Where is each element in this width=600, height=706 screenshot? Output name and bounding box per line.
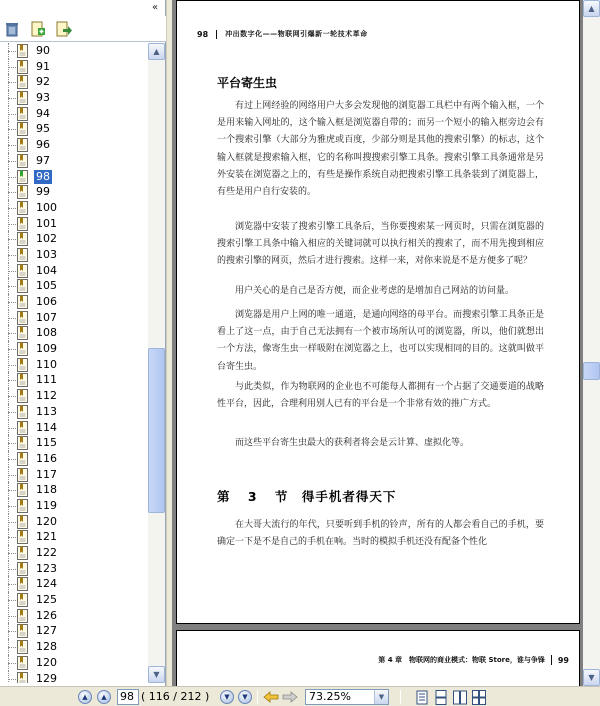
- page-bookmark-icon: [17, 546, 29, 560]
- tree-connector: [8, 569, 16, 570]
- page-tree-label: 124: [36, 577, 57, 591]
- toolbar-separator: [400, 690, 401, 704]
- zoom-select[interactable]: [305, 689, 389, 705]
- tree-connector: [8, 671, 9, 684]
- page-99: [176, 630, 580, 686]
- page-bookmark-icon: [17, 609, 29, 623]
- document-view: [172, 0, 583, 686]
- page-tree-label: 101: [36, 216, 57, 230]
- page-bookmark-icon: [17, 232, 29, 246]
- tree-connector: [8, 192, 16, 193]
- page-bookmark-icon: [17, 138, 29, 152]
- page-bookmark-icon: [17, 60, 29, 74]
- page-98: [176, 0, 580, 624]
- page-bookmark-icon: [17, 201, 29, 215]
- page-bookmark-icon: [17, 295, 29, 309]
- page-tree-item[interactable]: [0, 514, 148, 530]
- page-tree-item[interactable]: [0, 310, 148, 326]
- page-tree-item[interactable]: [0, 639, 148, 655]
- page-bookmark-icon: [17, 358, 29, 372]
- page-tree-label: 114: [36, 420, 57, 434]
- page-tree-label: 128: [36, 640, 57, 654]
- tree-connector: [8, 553, 16, 554]
- page-tree-label: 96: [36, 138, 50, 152]
- page-tree-item[interactable]: [0, 90, 148, 106]
- tree-connector: [8, 349, 16, 350]
- page-tree-label: 113: [36, 404, 57, 418]
- page-tree-item[interactable]: [0, 451, 148, 467]
- next-page-button[interactable]: ▼: [220, 690, 234, 704]
- page-tree: [0, 43, 148, 683]
- delete-icon[interactable]: [4, 21, 20, 37]
- page-bookmark-icon: [17, 122, 29, 136]
- page-tree-label: 105: [36, 279, 57, 293]
- page-bookmark-icon: [17, 562, 29, 576]
- page-tree-item[interactable]: [0, 420, 148, 436]
- tree-connector: [8, 428, 16, 429]
- page-bookmark-icon: [17, 389, 29, 403]
- page-tree-item[interactable]: [0, 341, 148, 357]
- page-tree-label: 120: [36, 655, 57, 669]
- page-tree-label: 112: [36, 389, 57, 403]
- page-bookmark-icon: [17, 170, 29, 184]
- tree-connector: [8, 224, 16, 225]
- page-tree-item[interactable]: [0, 357, 148, 373]
- tree-connector: [8, 129, 16, 130]
- forward-arrow-icon[interactable]: [281, 689, 299, 705]
- page-tree-label: 117: [36, 467, 57, 481]
- tree-connector: [8, 584, 16, 585]
- page-tree-item[interactable]: [0, 43, 148, 59]
- page-tree-item[interactable]: [0, 671, 148, 684]
- page-tree-item[interactable]: [0, 655, 148, 671]
- tree-connector: [8, 600, 16, 601]
- tree-connector: [8, 318, 16, 319]
- page-tree-item[interactable]: [0, 200, 148, 216]
- page-tree-item[interactable]: [0, 482, 148, 498]
- tree-connector: [8, 333, 16, 334]
- tree-connector: [8, 255, 16, 256]
- single-page-view-icon[interactable]: [414, 689, 430, 705]
- page-bookmark-icon: [17, 483, 29, 497]
- page-tree-label: 123: [36, 561, 57, 575]
- left-scrollbar[interactable]: [148, 43, 165, 683]
- page-bookmark-icon: [17, 656, 29, 670]
- page-bookmark-icon: [17, 436, 29, 450]
- page-tree-label: 97: [36, 153, 50, 167]
- page-bookmark-icon: [17, 452, 29, 466]
- page-tree-label: 116: [36, 451, 57, 465]
- page-tree-label: 90: [36, 44, 50, 57]
- page-tree-label: 106: [36, 295, 57, 308]
- tree-connector: [8, 51, 16, 52]
- tree-connector: [8, 365, 16, 366]
- tree-connector: [8, 631, 16, 632]
- collapse-pane-button[interactable]: «: [151, 2, 159, 13]
- page-bookmark-icon: [17, 248, 29, 262]
- page-tree-item[interactable]: [0, 623, 148, 639]
- navigation-bar: [0, 686, 600, 706]
- header-divider: [551, 655, 552, 665]
- scroll-thumb[interactable]: [148, 348, 165, 513]
- page-bookmark-icon: [17, 515, 29, 529]
- page-tree-item[interactable]: [0, 372, 148, 388]
- tree-connector: [8, 663, 16, 664]
- tree-connector: [8, 208, 16, 209]
- page-tree-label: 91: [36, 59, 50, 73]
- add-bookmark-icon[interactable]: [30, 21, 46, 37]
- page-tree-label: 122: [36, 546, 57, 559]
- page-tree-item[interactable]: [0, 294, 148, 310]
- page-tree-item[interactable]: [0, 169, 148, 185]
- page-tree-item[interactable]: [0, 608, 148, 624]
- tree-connector: [8, 239, 16, 240]
- page-tree-item[interactable]: [0, 59, 148, 75]
- paragraph: 有过上网经验的网络用户大多会发现他的浏览器工具栏中有两个输入框，一个是用来输入网址的，这个输入框是浏览器自带的；而另一个短小的输入框旁边会有一个搜索引擎（大部分为雅虎或百度，少部分则是其他的搜索引擎）的标志，这个输入框就是搜索输入框，它的名称叫搜搜索引擎工具条。搜索引擎工具条通常是另外安装在浏览器之上的，有些是操作系统自动把搜索引擎工具条装到了浏览器上，有些是用户自行安装的。: [217, 101, 544, 198]
- page-tree-label: 121: [36, 530, 57, 544]
- paragraph: 而这些平台寄生虫最大的获利者将会是云计算、虚拟化等。: [235, 438, 470, 448]
- page-count-label: ( 116 / 212 ): [141, 690, 210, 703]
- tree-connector: [8, 177, 16, 178]
- tree-connector: [8, 475, 16, 476]
- page-tree-label: 108: [36, 326, 57, 340]
- page-tree-item[interactable]: [0, 529, 148, 545]
- header-page-number: 99: [557, 655, 569, 665]
- scroll-down-button[interactable]: ▼: [583, 669, 600, 686]
- last-page-button[interactable]: ▼: [238, 690, 252, 704]
- page-tree-label: 109: [36, 342, 57, 356]
- page-tree-label: 118: [36, 483, 57, 497]
- pane-toolbar: [0, 16, 166, 42]
- back-arrow-icon[interactable]: [262, 689, 280, 705]
- page-tree-label: 115: [36, 436, 57, 450]
- page-tree-item[interactable]: [0, 137, 148, 153]
- header-title: 冲出数字化——物联网引爆新一轮技术革命: [225, 30, 368, 38]
- continuous-view-icon[interactable]: [433, 689, 449, 705]
- toolbar-separator: [257, 690, 258, 704]
- document-scrollbar[interactable]: [583, 0, 600, 686]
- page-bookmark-icon: [17, 672, 29, 684]
- page-bookmark-icon: [17, 499, 29, 513]
- tree-connector: [8, 506, 16, 507]
- first-page-button[interactable]: ▲: [78, 690, 92, 704]
- tree-connector: [8, 302, 16, 303]
- page-header: [197, 29, 561, 39]
- page-tree-item[interactable]: [0, 121, 148, 137]
- page-tree-item[interactable]: [0, 325, 148, 341]
- page-tree-item[interactable]: [0, 106, 148, 122]
- page-tree-item[interactable]: [0, 404, 148, 420]
- tree-connector: [8, 616, 16, 617]
- tree-connector: [8, 490, 16, 491]
- page-bookmark-icon: [17, 577, 29, 591]
- page-bookmark-icon: [17, 91, 29, 105]
- page-tree-item[interactable]: [0, 435, 148, 451]
- page-bookmark-icon: [17, 405, 29, 419]
- page-tree-label: 94: [36, 106, 50, 120]
- tree-connector: [8, 647, 16, 648]
- page-bookmark-icon: [17, 640, 29, 654]
- header-divider: [216, 30, 217, 39]
- page-tree-label: 95: [36, 122, 50, 136]
- tree-connector: [8, 396, 16, 397]
- page-header: [378, 655, 569, 665]
- page-bookmark-icon: [17, 624, 29, 638]
- thumbnail-pane: [0, 0, 166, 686]
- page-tree-item[interactable]: [0, 153, 148, 169]
- page-tree-label: 100: [36, 200, 57, 214]
- chapter-heading: 第 3 节 得手机者得天下: [217, 489, 397, 504]
- page-tree-label: 107: [36, 310, 57, 324]
- paragraph: 浏览器是用户上网的唯一通道，是通向网络的母平台。而搜索引擎工具条正是看上了这一点，由于自己无法拥有一个被市场所认可的浏览器，所以，他们就想出一个方法，像寄生虫一样吸附在浏览器之上，也可以实现相同的目的。这就叫做平台寄生虫。: [217, 310, 544, 372]
- page-bookmark-icon: [17, 326, 29, 340]
- section-title: 平台寄生虫: [217, 76, 278, 90]
- page-number-input[interactable]: 98: [117, 689, 139, 705]
- paragraph: 与此类似，作为物联网的企业也不可能每人都拥有一个占据了交通要道的战略性平台，因此，合理利用别人已有的平台是一个非常有效的推广方式。: [217, 382, 544, 410]
- page-tree-label: 93: [36, 91, 50, 105]
- facing-view-icon[interactable]: [452, 689, 468, 705]
- page-bookmark-icon: [17, 264, 29, 278]
- page-tree-item[interactable]: [0, 388, 148, 404]
- page-tree-item[interactable]: [0, 278, 148, 294]
- header-page-number: 98: [197, 29, 209, 39]
- tree-connector: [8, 537, 16, 538]
- tree-connector: [8, 67, 16, 68]
- header-title: 第 4 章 物联网的商业模式：物联 Store，谁与争锋: [378, 656, 545, 664]
- page-tree-label: 129: [36, 671, 57, 683]
- page-bookmark-icon: [17, 373, 29, 387]
- tree-connector: [8, 271, 16, 272]
- tree-connector: [8, 114, 16, 115]
- page-tree-label: 110: [36, 357, 57, 371]
- page-tree-item[interactable]: [0, 545, 148, 561]
- tree-connector: [8, 412, 16, 413]
- scroll-up-button[interactable]: ▲: [148, 43, 165, 60]
- page-tree-label: 125: [36, 593, 57, 607]
- page-bookmark-icon: [17, 342, 29, 356]
- page-bookmark-icon: [17, 530, 29, 544]
- page-tree-item[interactable]: [0, 592, 148, 608]
- page-tree-item[interactable]: [0, 498, 148, 514]
- page-bookmark-icon: [17, 279, 29, 293]
- tree-connector: [8, 679, 16, 680]
- scroll-thumb[interactable]: [583, 362, 600, 380]
- page-bookmark-icon: [17, 468, 29, 482]
- continuous-facing-view-icon[interactable]: [471, 689, 487, 705]
- page-tree-label: 92: [36, 75, 50, 89]
- page-tree-item[interactable]: [0, 231, 148, 247]
- page-tree-item[interactable]: [0, 216, 148, 232]
- page-bookmark-icon: [17, 185, 29, 199]
- paragraph: 在大哥大流行的年代，只要听到手机的铃声，所有的人都会看自己的手机，要确定一下是不是自己的手机在响。当时的模拟手机还没有配备个性化: [217, 520, 544, 548]
- scroll-up-button[interactable]: ▲: [583, 0, 600, 17]
- tree-connector: [8, 98, 16, 99]
- page-tree-label: 103: [36, 247, 57, 261]
- page-tree-label: 126: [36, 608, 57, 622]
- page-tree-item[interactable]: [0, 263, 148, 279]
- tree-connector: [8, 82, 16, 83]
- page-tree-item[interactable]: [0, 576, 148, 592]
- page-tree-item[interactable]: [0, 467, 148, 483]
- page-tree-label: 102: [36, 232, 57, 246]
- page-bookmark-icon: [17, 311, 29, 325]
- page-tree-label: 98: [36, 169, 50, 183]
- page-tree-label: 127: [36, 624, 57, 638]
- tree-connector: [8, 459, 16, 460]
- page-tree-label: 120: [36, 514, 57, 528]
- paragraph: 用户关心的是自己是否方便，而企业考虑的是增加自己网站的访问量。: [235, 286, 515, 296]
- page-tree-label: 119: [36, 498, 57, 512]
- page-tree-item[interactable]: [0, 74, 148, 90]
- tree-connector: [8, 145, 16, 146]
- paragraph: 浏览器中安装了搜索引擎工具条后，当你要搜索某一网页时，只需在浏览器的搜索引擎工具条中输入相应的关键词就可以执行相关的搜索了，而不用先搜到相应的搜索引擎的网页，然后才进行搜索。这样一来，对你来说是不是方便多了呢？: [217, 222, 544, 267]
- page-tree-label: 99: [36, 185, 50, 199]
- page-tree-item[interactable]: [0, 247, 148, 263]
- page-bookmark-icon: [17, 217, 29, 231]
- chevron-down-icon[interactable]: ▼: [374, 690, 388, 704]
- zoom-value: 73.25%: [309, 690, 351, 703]
- page-tree-label: 111: [36, 373, 57, 387]
- tree-connector: [8, 161, 16, 162]
- page-bookmark-icon: [17, 75, 29, 89]
- page-tree-label: 104: [36, 263, 57, 277]
- page-tree-item[interactable]: [0, 184, 148, 200]
- page-bookmark-icon: [17, 107, 29, 121]
- tree-connector: [8, 286, 16, 287]
- page-bookmark-icon: [17, 421, 29, 435]
- page-bookmark-icon: [17, 154, 29, 168]
- tree-connector: [8, 522, 16, 523]
- export-icon[interactable]: [56, 21, 72, 37]
- previous-page-button[interactable]: ▲: [97, 690, 111, 704]
- tree-connector: [8, 380, 16, 381]
- page-bookmark-icon: [17, 593, 29, 607]
- scroll-down-button[interactable]: ▼: [148, 666, 165, 683]
- tree-connector: [8, 443, 16, 444]
- page-tree-item[interactable]: [0, 561, 148, 577]
- page-bookmark-icon: [17, 44, 29, 58]
